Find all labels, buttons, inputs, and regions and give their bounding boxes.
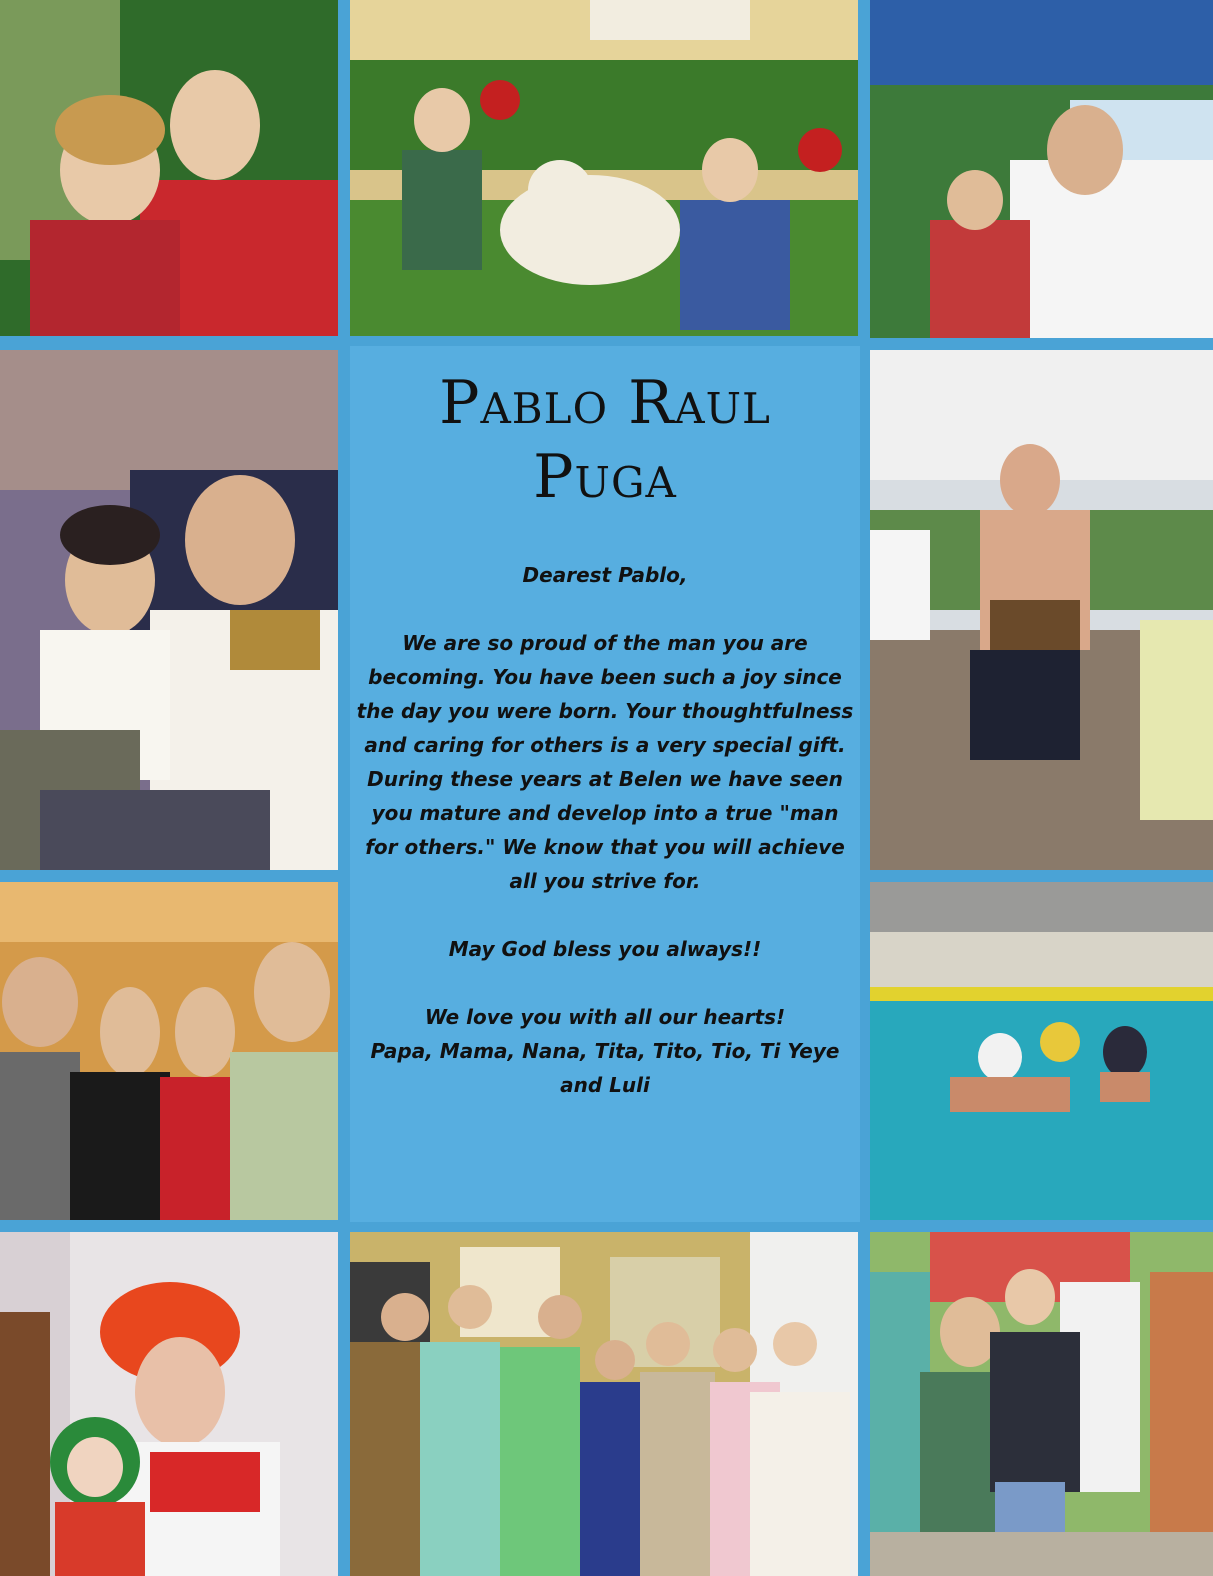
photo-image xyxy=(0,882,338,1220)
title-line-1: Pablo Raul xyxy=(439,368,771,438)
water-polo-pool-photo xyxy=(870,882,1213,1220)
photo-image xyxy=(0,1232,338,1576)
letter-signature: Papa, Mama, Nana, Tita, Tito, Tio, Ti Yeye and Luli xyxy=(370,1039,840,1097)
photo-image xyxy=(350,1232,858,1576)
letter-body: We are so proud of the man you are becoming. You have been such a joy since the day you were born. Your thoughtfulness and caring for others is a very special gift. During these years at Belen we have seen you mature and develop into a true "man for others." We know that you will achieve all you strive for. xyxy=(356,631,854,893)
photo-image xyxy=(350,0,858,336)
boy-with-grandfather-photo xyxy=(0,350,338,870)
mother-and-toddler-photo xyxy=(0,0,338,336)
clown-with-baby-photo xyxy=(0,1232,338,1576)
letter-greeting: Dearest Pablo, xyxy=(522,563,688,587)
photo-image xyxy=(870,882,1213,1220)
young-man-holding-lobster-photo xyxy=(870,350,1213,870)
father-and-son-boat-photo xyxy=(870,0,1213,338)
children-with-dog-nativity-photo xyxy=(350,0,858,336)
photo-image xyxy=(870,350,1213,870)
page-title xyxy=(350,366,860,514)
extended-family-group-photo xyxy=(350,1232,858,1576)
letter-blessing: May God bless you always!! xyxy=(448,937,762,961)
letter-text xyxy=(356,558,854,1102)
letter-closing: We love you with all our hearts! xyxy=(424,1005,786,1029)
photo-image xyxy=(0,350,338,870)
title-line-2: Puga xyxy=(533,442,677,512)
party-mother-and-son-photo xyxy=(870,1232,1213,1576)
photo-image xyxy=(870,0,1213,338)
photo-image xyxy=(0,0,338,336)
letter-panel xyxy=(350,346,860,1222)
family-group-indoors-photo xyxy=(0,882,338,1220)
photo-image xyxy=(870,1232,1213,1576)
